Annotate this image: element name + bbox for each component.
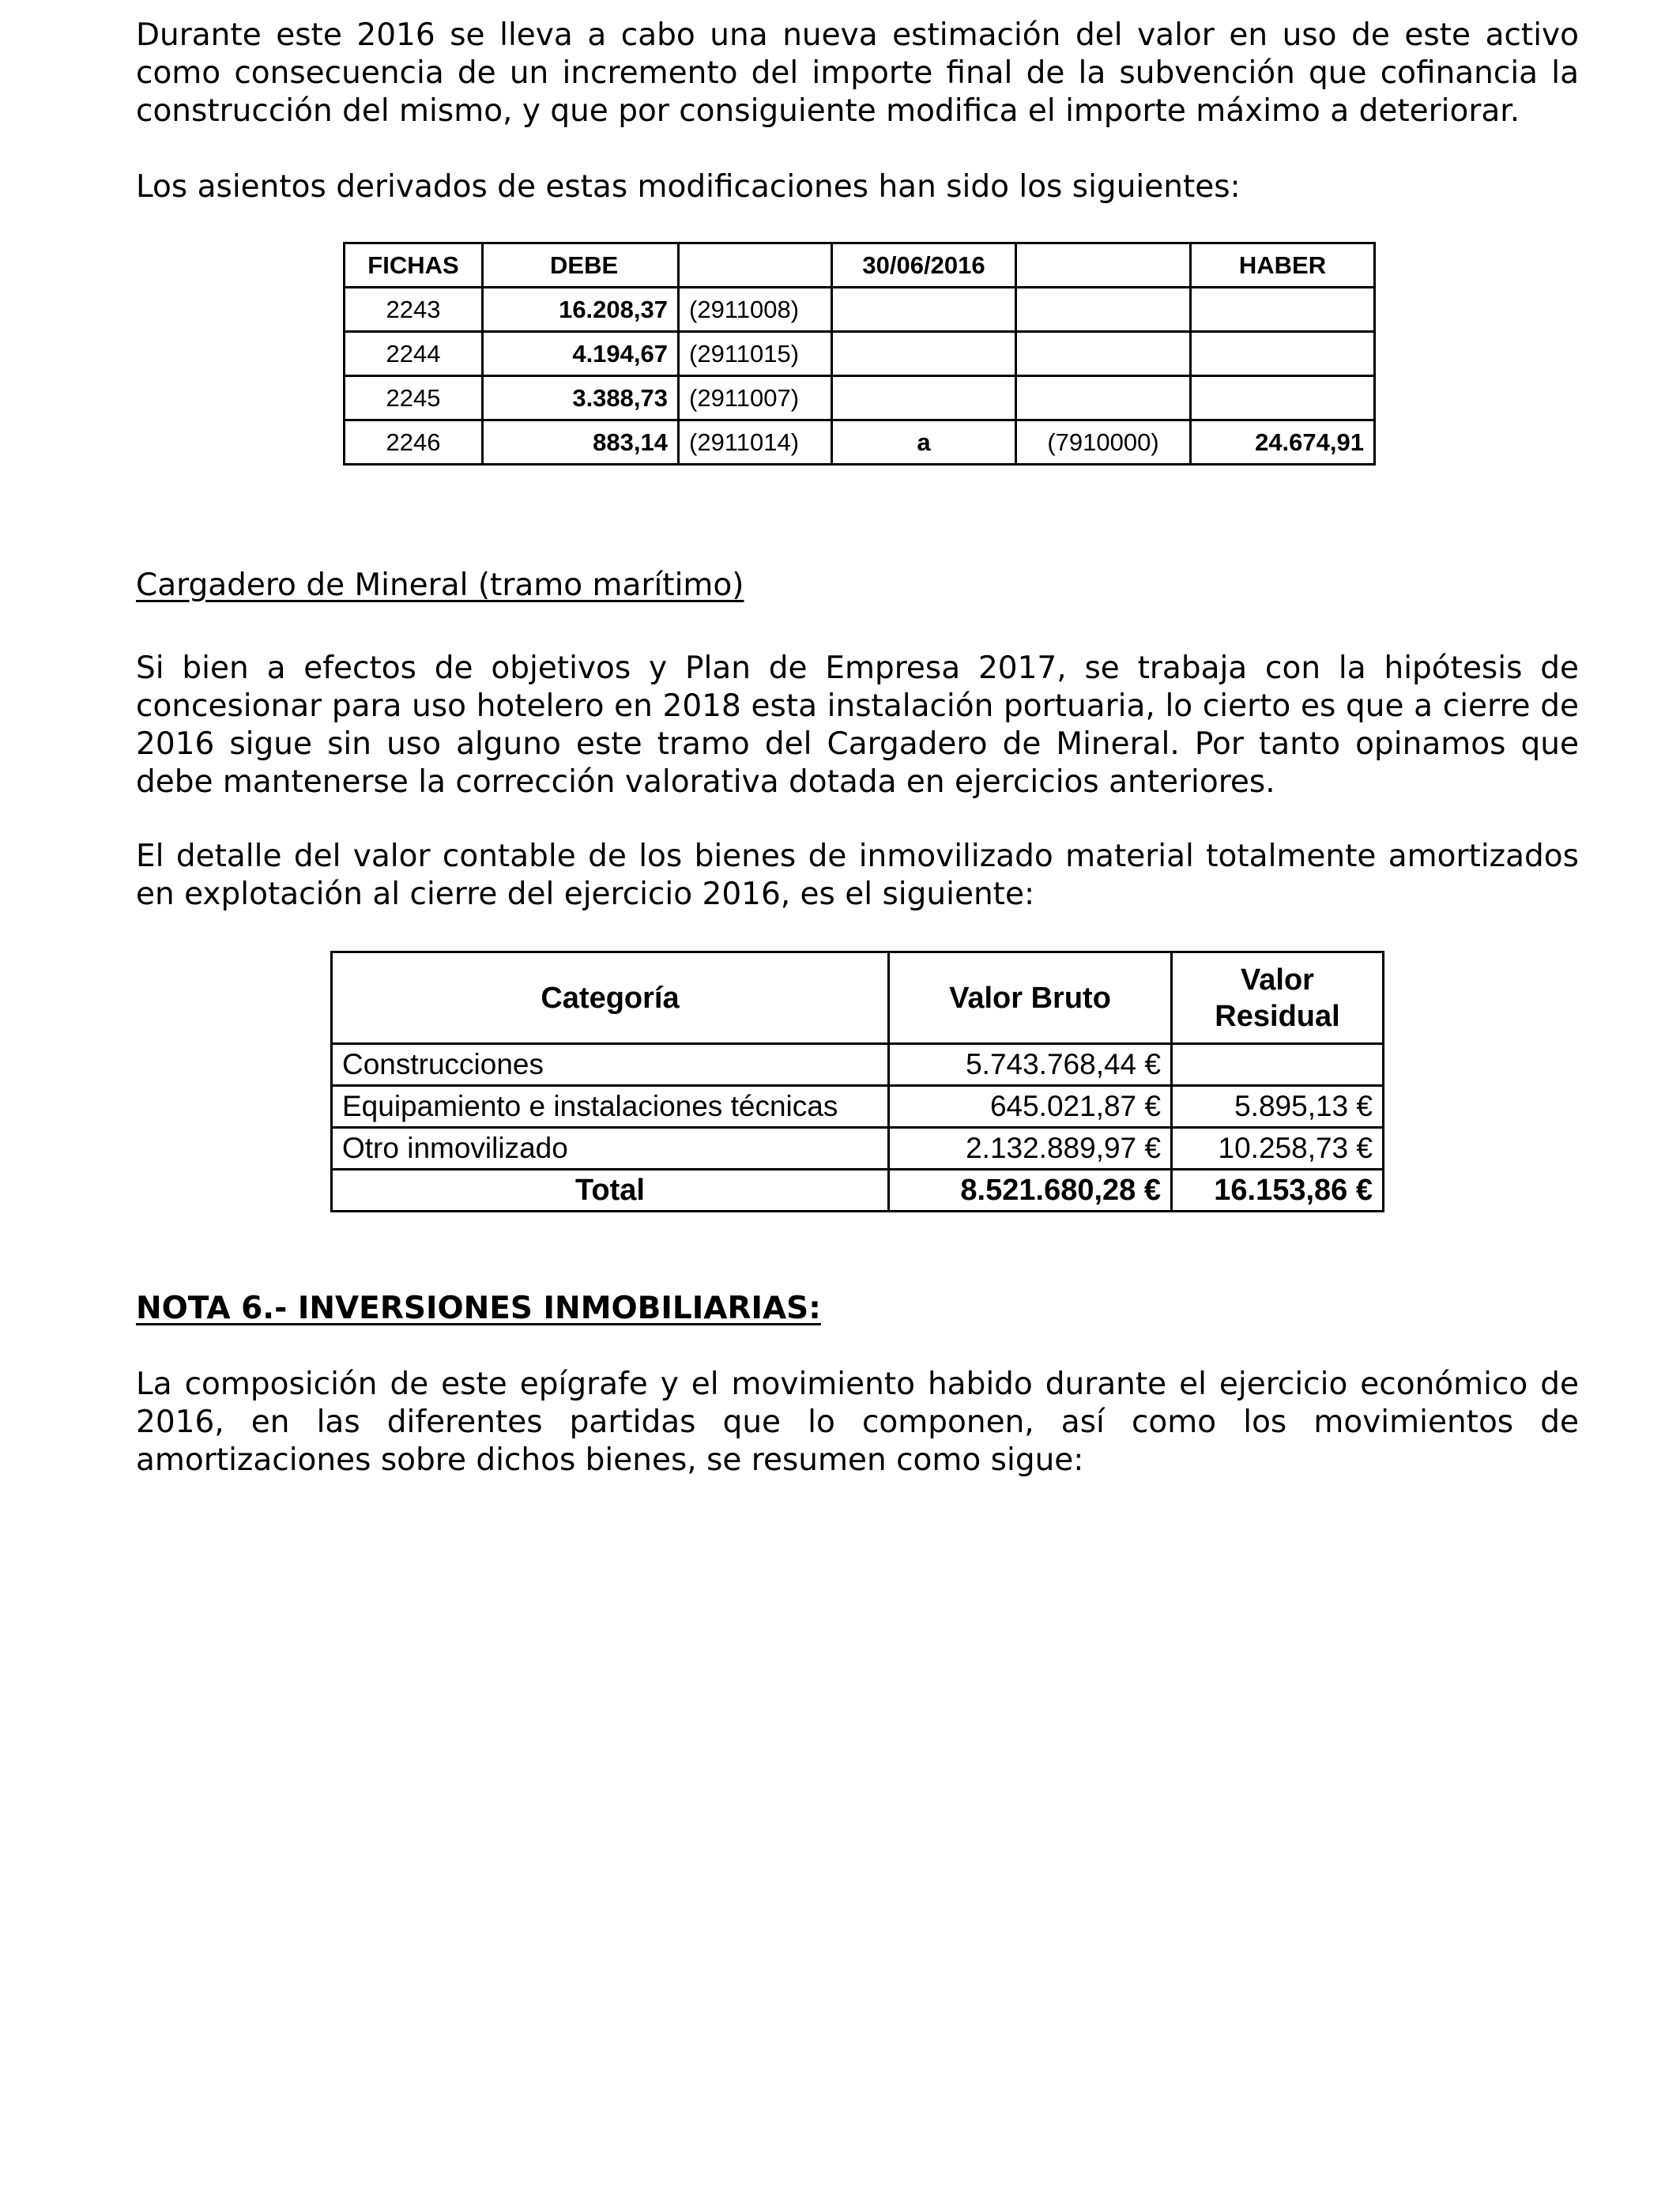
header-residual-line2: Residual [1215, 999, 1340, 1033]
paragraph-entries-intro: Los asientos derivados de estas modificaciones han sido los siguientes: [136, 169, 1241, 205]
note-6-paragraph-block [136, 1366, 1579, 1480]
journal-header-row [345, 243, 1375, 288]
table-row [345, 376, 1375, 420]
cell-connector [832, 288, 1016, 332]
header-category: Categoría [332, 952, 889, 1044]
header-gross-value: Valor Bruto [889, 952, 1172, 1044]
fully-amortized-assets-table [330, 951, 1384, 1212]
paragraph-assets-intro: El detalle del valor contable de los bienes de inmovilizado material totalmente amortizados en explotación al cierre del ejercicio 2016, es el siguiente: [136, 839, 1579, 912]
cell-connector [832, 332, 1016, 376]
cell-counter-account [1016, 288, 1191, 332]
cell-account: (2911007) [679, 376, 832, 420]
table-row [345, 420, 1375, 465]
header-account [679, 243, 832, 288]
cell-connector: a [832, 420, 1016, 465]
cell-counter-account [1016, 332, 1191, 376]
paragraph-valuation: Durante este 2016 se lleva a cabo una nueva estimación del valor en uso de este activo como consecuencia de un incremento del importe final de la subvención que cofinancia la construcción del mismo, y que por consiguiente modifica el importe máximo a deteriorar. [136, 17, 1579, 129]
table-row [332, 1044, 1384, 1086]
cell-debe: 16.208,37 [483, 288, 679, 332]
total-residual-value: 16.153,86 € [1172, 1170, 1384, 1212]
cell-account: (2911015) [679, 332, 832, 376]
header-debe: DEBE [483, 243, 679, 288]
cell-gross-value: 645.021,87 € [889, 1086, 1172, 1128]
cell-haber: 24.674,91 [1191, 420, 1375, 465]
total-gross-value: 8.521.680,28 € [889, 1170, 1172, 1212]
intro-paragraph-block [136, 17, 1579, 130]
header-date: 30/06/2016 [832, 243, 1016, 288]
header-residual-line1: Valor [1241, 963, 1314, 997]
cell-category: Equipamiento e instalaciones técnicas [332, 1086, 889, 1128]
cell-debe: 883,14 [483, 420, 679, 465]
total-label: Total [332, 1170, 889, 1212]
journal-entries-table [343, 242, 1376, 466]
cell-gross-value: 2.132.889,97 € [889, 1128, 1172, 1170]
cell-category: Construcciones [332, 1044, 889, 1086]
header-fichas: FICHAS [345, 243, 483, 288]
cell-account: (2911014) [679, 420, 832, 465]
cell-haber [1191, 288, 1375, 332]
cell-debe: 4.194,67 [483, 332, 679, 376]
cell-counter-account: (7910000) [1016, 420, 1191, 465]
cell-residual-value [1172, 1044, 1384, 1086]
cell-category: Otro inmovilizado [332, 1128, 889, 1170]
assets-header-row [332, 952, 1384, 1044]
entries-intro-block [136, 168, 1579, 206]
cell-ficha: 2243 [345, 288, 483, 332]
cell-haber [1191, 376, 1375, 420]
table-row [332, 1086, 1384, 1128]
note-6-heading: NOTA 6.- INVERSIONES INMOBILIARIAS: [136, 1291, 821, 1326]
cell-connector [832, 376, 1016, 420]
cell-counter-account [1016, 376, 1191, 420]
cell-ficha: 2245 [345, 376, 483, 420]
header-counter-account [1016, 243, 1191, 288]
cell-ficha: 2244 [345, 332, 483, 376]
paragraph-investments: La composición de este epígrafe y el movimiento habido durante el ejercicio económico de 2016, en las diferentes partidas que lo componen, así como los movimientos de amortizaciones sobre dichos bienes, se resumen como sigue: [136, 1367, 1579, 1478]
header-residual-value [1172, 952, 1384, 1044]
section-title: Cargadero de Mineral (tramo marítimo) [136, 567, 744, 603]
cell-residual-value: 5.895,13 € [1172, 1086, 1384, 1128]
cell-residual-value: 10.258,73 € [1172, 1128, 1384, 1170]
section-title-block [136, 567, 1579, 605]
cell-gross-value: 5.743.768,44 € [889, 1044, 1172, 1086]
ore-loader-paragraph-block [136, 650, 1579, 801]
header-haber: HABER [1191, 243, 1375, 288]
cell-ficha: 2246 [345, 420, 483, 465]
note-heading-block [136, 1290, 1579, 1328]
table-row [345, 288, 1375, 332]
cell-haber [1191, 332, 1375, 376]
table-row [345, 332, 1375, 376]
cell-account: (2911008) [679, 288, 832, 332]
paragraph-ore-loader: Si bien a efectos de objetivos y Plan de Empresa 2017, se trabaja con la hipótesis de concesionar para uso hotelero en 2018 esta instalación portuaria, lo cierto es que a cierre de 2016 sigue sin uso alguno este tramo del Cargadero de Mineral. Por tanto opinamos que debe mantenerse la corrección valorativa dotada en ejercicios anteriores. [136, 650, 1579, 800]
cell-debe: 3.388,73 [483, 376, 679, 420]
table-row [332, 1128, 1384, 1170]
assets-intro-block [136, 838, 1579, 914]
assets-total-row [332, 1170, 1384, 1212]
